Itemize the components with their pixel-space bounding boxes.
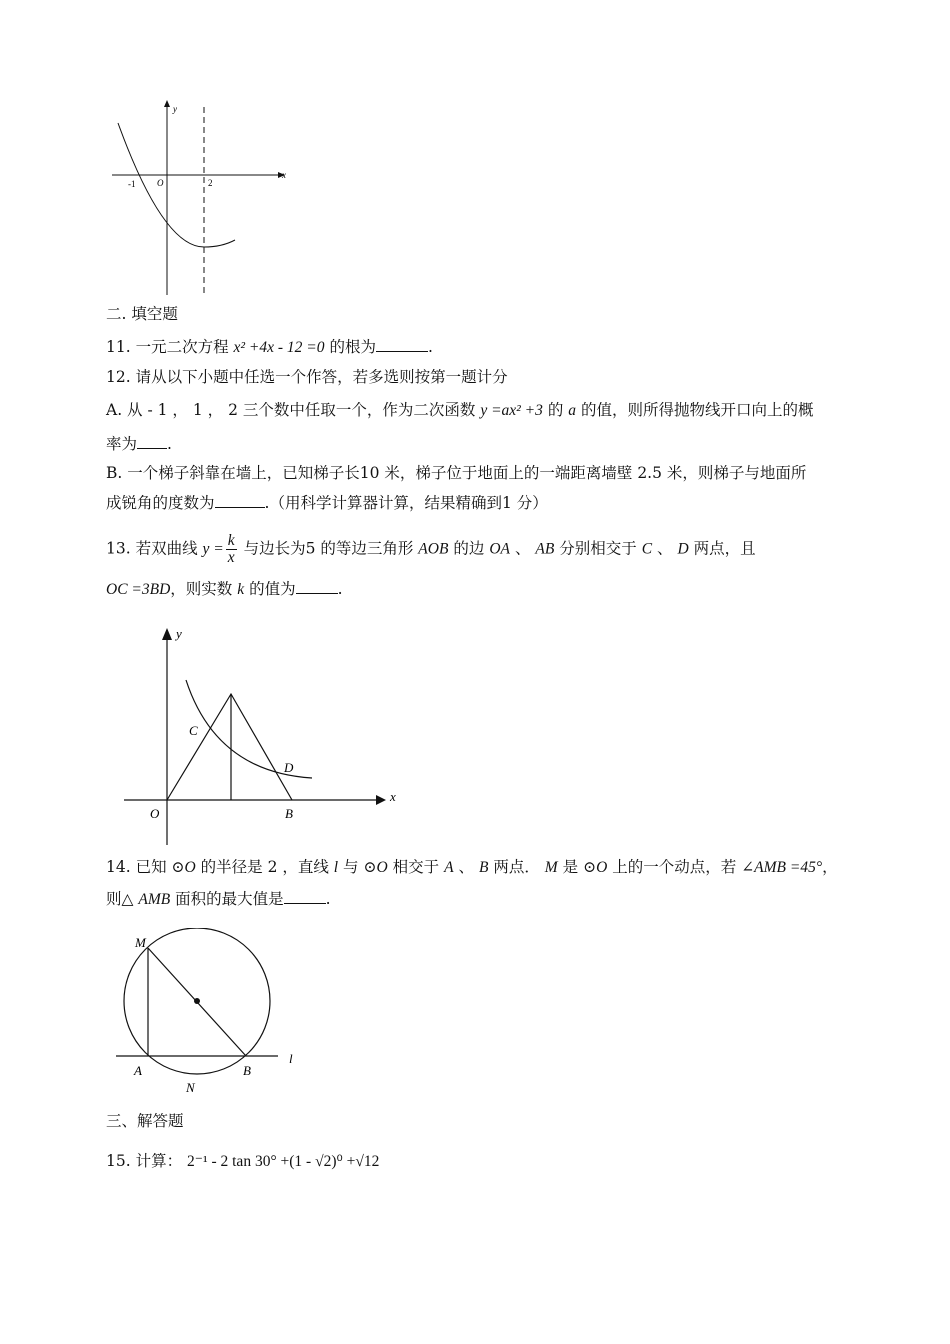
q12-b-line2 xyxy=(106,493,548,513)
q13-y-eq: y = xyxy=(202,540,224,558)
b-label: B xyxy=(243,1063,251,1078)
q11-prefix: 11. 一元二次方程 xyxy=(106,338,229,356)
q14-text-b: 与 xyxy=(343,858,359,876)
q12-line1: 12. 请从以下小题中任选一个作答，若多选则按第一题计分 xyxy=(106,368,508,386)
q14-prefix: 14. 已知 xyxy=(106,858,167,876)
q14-sep: 、 xyxy=(458,858,474,876)
q13-text4: 两点，且 xyxy=(693,539,756,558)
q14-amb: AMB xyxy=(138,891,171,908)
q13-sep2: 、 xyxy=(657,539,673,558)
section2-title: 二. 填空题 xyxy=(106,305,178,323)
x-axis-label: x xyxy=(282,170,286,180)
q15 xyxy=(106,1151,379,1172)
q13-fraction xyxy=(226,533,237,566)
q13-line1 xyxy=(106,533,756,566)
q14-circle-o: ⊙O xyxy=(171,859,196,876)
q14-circle-o-3: ⊙O xyxy=(583,859,608,876)
q15-expression: 2⁻¹ - 2 tan 30° +(1 - √2)⁰ +√12 xyxy=(187,1153,380,1170)
q12-a-function: y =ax² +3 xyxy=(480,402,543,419)
q11-equation: x² +4x - 12 =0 xyxy=(233,339,325,356)
q14-l: l xyxy=(333,859,339,876)
q12-a-prefix: A. 从 - 1 ， 1 ， 2 三个数中任取一个，作为二次函数 xyxy=(106,401,476,419)
q13-prefix: 13. 若双曲线 xyxy=(106,539,198,558)
d-label: D xyxy=(284,760,294,775)
q13-end: . xyxy=(337,580,343,598)
q12-a-mid: 的 xyxy=(547,401,564,419)
q13-eq: OC =3BD xyxy=(106,581,171,598)
c-label: C xyxy=(189,723,198,738)
x-axis-label: x xyxy=(390,789,396,804)
q12-a-line2-text: 率为 xyxy=(106,435,138,453)
q13-suffix: 的值为 xyxy=(249,580,296,598)
q13-text1: 与边长为5 的等边三角形 xyxy=(243,539,414,558)
circle-figure xyxy=(110,928,310,1100)
q13-aob: AOB xyxy=(418,540,449,558)
n-label: N xyxy=(186,1080,195,1095)
q12-a-var: a xyxy=(568,402,577,419)
q12-b-suffix: .（用科学计算器计算，结果精确到1 分） xyxy=(264,494,548,512)
q14-line2 xyxy=(106,889,331,910)
b-label: B xyxy=(285,806,293,821)
q14-circle-o-2: ⊙O xyxy=(363,859,388,876)
q13-frac-den: x xyxy=(227,549,235,566)
m-label: M xyxy=(135,935,146,950)
q14-m: M xyxy=(544,859,558,876)
section3-title: 三、解答题 xyxy=(106,1112,184,1130)
q12-b-line1: B. 一个梯子斜靠在墙上，已知梯子长10 米，梯子位于地面上的一端距离墙壁 2.5 米，则梯子与地面所 xyxy=(106,464,807,482)
q14-line1 xyxy=(106,857,838,878)
q12-b-prefix: 成锐角的度数为 xyxy=(106,494,215,512)
l-label: l xyxy=(289,1051,293,1066)
q14-answer-blank xyxy=(284,889,326,904)
y-axis-label: y xyxy=(176,626,182,641)
q12-a-suffix: 的值，则所得抛物线开口向上的概 xyxy=(580,401,814,419)
q13-answer-blank xyxy=(296,579,338,594)
q12-b-answer-blank xyxy=(215,493,265,508)
q11-suffix: 的根为 xyxy=(329,338,376,356)
q12-a-answer-blank xyxy=(137,434,167,449)
q13-line2 xyxy=(106,579,343,600)
q11-end: . xyxy=(427,338,433,356)
a-label: A xyxy=(134,1063,142,1078)
q11 xyxy=(106,337,433,358)
y-axis-label: y xyxy=(173,104,177,114)
q13-text2: 的边 xyxy=(453,539,485,558)
q13-c: C xyxy=(641,540,653,558)
o-label: O xyxy=(150,806,160,821)
q14-text-f: 上的一个动点，若 xyxy=(612,858,737,876)
q13-k: k xyxy=(237,581,245,598)
q14-text-a: 的半径是 2 ，直线 xyxy=(200,858,329,876)
q13-sep1: 、 xyxy=(514,539,531,558)
q15-prefix: 15. 计算： xyxy=(106,1152,183,1170)
q11-answer-blank xyxy=(376,337,428,352)
q13-mid: ，则实数 xyxy=(170,580,233,598)
q14-text-e: 是 xyxy=(562,858,579,876)
q12-a-line2 xyxy=(106,434,172,454)
q14-a: A xyxy=(444,859,454,876)
q14-line2-prefix: 则△ xyxy=(106,890,134,908)
q13-d: D xyxy=(677,540,689,558)
q13-oa: OA xyxy=(489,540,510,558)
q14-end1: ， xyxy=(822,858,838,876)
q14-end2: . xyxy=(325,890,331,908)
q13-ab: AB xyxy=(535,540,555,558)
q14-line2-suffix: 面积的最大值是 xyxy=(175,890,284,908)
q12-a-end: . xyxy=(167,435,172,453)
q14-text-d: 两点． xyxy=(493,858,540,876)
origin-label: O xyxy=(157,178,164,188)
q13-text3: 分别相交于 xyxy=(559,539,637,558)
q14-angle: ∠AMB =45° xyxy=(741,859,823,876)
two-label: 2 xyxy=(208,178,213,188)
neg1-label: -1 xyxy=(128,179,136,189)
q12-a-line1 xyxy=(106,400,813,421)
q13-frac-num: k xyxy=(227,532,235,549)
q14-b: B xyxy=(478,859,489,876)
q14-text-c: 相交于 xyxy=(392,858,440,876)
parabola-figure xyxy=(100,95,300,300)
triangle-figure xyxy=(120,620,410,850)
